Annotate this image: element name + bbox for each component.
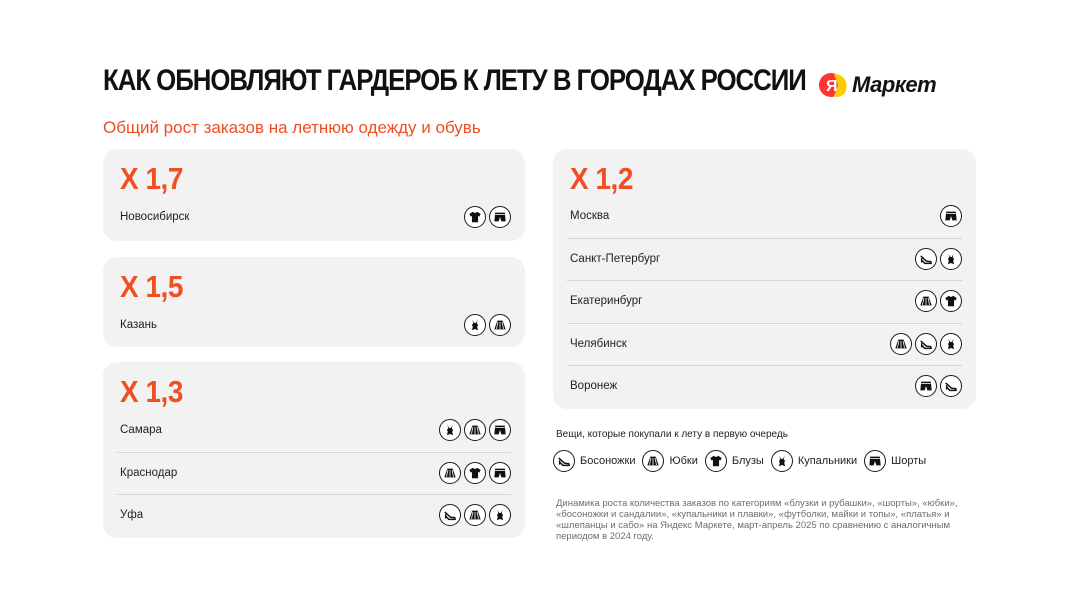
skirt-icon bbox=[642, 450, 664, 472]
city-row bbox=[117, 494, 511, 536]
city-row bbox=[567, 280, 962, 322]
swimsuit-icon bbox=[439, 419, 461, 441]
swimsuit-icon bbox=[489, 504, 511, 526]
city-row bbox=[117, 304, 511, 346]
icons bbox=[915, 375, 962, 397]
multiplier: X 1,3 bbox=[120, 374, 183, 409]
city-name: Казань bbox=[120, 319, 157, 331]
blouse-icon bbox=[464, 206, 486, 228]
city-row bbox=[117, 196, 511, 238]
skirt-icon bbox=[439, 462, 461, 484]
legend bbox=[553, 450, 933, 472]
shorts-icon bbox=[940, 205, 962, 227]
icons bbox=[940, 205, 962, 227]
legend-label: Шорты bbox=[891, 455, 927, 467]
city-row bbox=[117, 409, 511, 451]
swimsuit-icon bbox=[771, 450, 793, 472]
icons bbox=[890, 333, 962, 355]
multiplier: X 1,2 bbox=[570, 161, 633, 196]
blouse-icon bbox=[940, 290, 962, 312]
icons bbox=[439, 504, 511, 526]
skirt-icon bbox=[489, 314, 511, 336]
swimsuit-icon bbox=[464, 314, 486, 336]
legend-item bbox=[864, 450, 926, 472]
page-subtitle: Общий рост заказов на летнюю одежду и обувь bbox=[103, 118, 481, 137]
sandal-icon bbox=[915, 248, 937, 270]
yandex-market-logo bbox=[818, 70, 936, 100]
legend-item bbox=[771, 450, 857, 472]
logo-mark-icon bbox=[818, 70, 848, 100]
icons bbox=[439, 462, 511, 484]
shorts-icon bbox=[915, 375, 937, 397]
multiplier: X 1,7 bbox=[120, 161, 183, 196]
sandal-icon bbox=[915, 333, 937, 355]
shorts-icon bbox=[489, 462, 511, 484]
shorts-icon bbox=[489, 206, 511, 228]
city-row bbox=[567, 238, 962, 280]
multiplier: X 1,5 bbox=[120, 269, 183, 304]
skirt-icon bbox=[464, 419, 486, 441]
city-name: Екатеринбург bbox=[570, 295, 643, 307]
legend-label: Юбки bbox=[669, 455, 698, 467]
sandal-icon bbox=[439, 504, 461, 526]
blouse-icon bbox=[464, 462, 486, 484]
city-name: Челябинск bbox=[570, 338, 627, 350]
swimsuit-icon bbox=[940, 333, 962, 355]
skirt-icon bbox=[890, 333, 912, 355]
legend-label: Блузы bbox=[731, 455, 764, 467]
group-card bbox=[103, 257, 525, 347]
city-row bbox=[117, 452, 511, 494]
shorts-icon bbox=[489, 419, 511, 441]
logo-mark-letter: Я bbox=[826, 78, 838, 95]
footnote: Динамика роста количества заказов по категориям «блузки и рубашки», «шорты», «юбки», «босоножки и сандалии», «купальники и плавки», «футболки, майки и топы», «платья» и «шлепанцы и сабо» на Яндекс Маркете, март-апрель 2025 по сравнению с аналогичным периодом в 2024 году. bbox=[556, 498, 958, 542]
page-title: КАК ОБНОВЛЯЮТ ГАРДЕРОБ К ЛЕТУ В ГОРОДАХ РОССИИ bbox=[103, 64, 806, 97]
icons bbox=[439, 419, 511, 441]
icons bbox=[915, 290, 962, 312]
city-name: Москва bbox=[570, 210, 610, 222]
icons bbox=[464, 206, 511, 228]
city-name: Уфа bbox=[120, 509, 144, 521]
city-name: Санкт-Петербург bbox=[570, 253, 661, 265]
city-name: Новосибирск bbox=[120, 211, 190, 223]
icons bbox=[464, 314, 511, 336]
logo-text: Маркет bbox=[852, 72, 937, 97]
city-name: Самара bbox=[120, 424, 162, 436]
legend-label: Купальники bbox=[797, 455, 858, 467]
icons bbox=[915, 248, 962, 270]
legend-label: Босоножки bbox=[580, 455, 636, 467]
city-name: Краснодар bbox=[120, 467, 178, 479]
swimsuit-icon bbox=[940, 248, 962, 270]
city-row bbox=[567, 365, 962, 407]
sandal-icon bbox=[553, 450, 575, 472]
group-card bbox=[103, 149, 525, 241]
legend-item bbox=[642, 450, 697, 472]
sandal-icon bbox=[940, 375, 962, 397]
legend-item bbox=[705, 450, 764, 472]
group-card bbox=[103, 362, 525, 538]
shorts-icon bbox=[864, 450, 886, 472]
skirt-icon bbox=[464, 504, 486, 526]
blouse-icon bbox=[705, 450, 727, 472]
city-name: Воронеж bbox=[570, 380, 618, 392]
city-row bbox=[567, 195, 962, 237]
legend-title: Вещи, которые покупали к лету в первую очередь bbox=[556, 429, 788, 440]
skirt-icon bbox=[915, 290, 937, 312]
legend-item bbox=[553, 450, 635, 472]
group-card bbox=[553, 149, 976, 409]
city-row bbox=[567, 323, 962, 365]
